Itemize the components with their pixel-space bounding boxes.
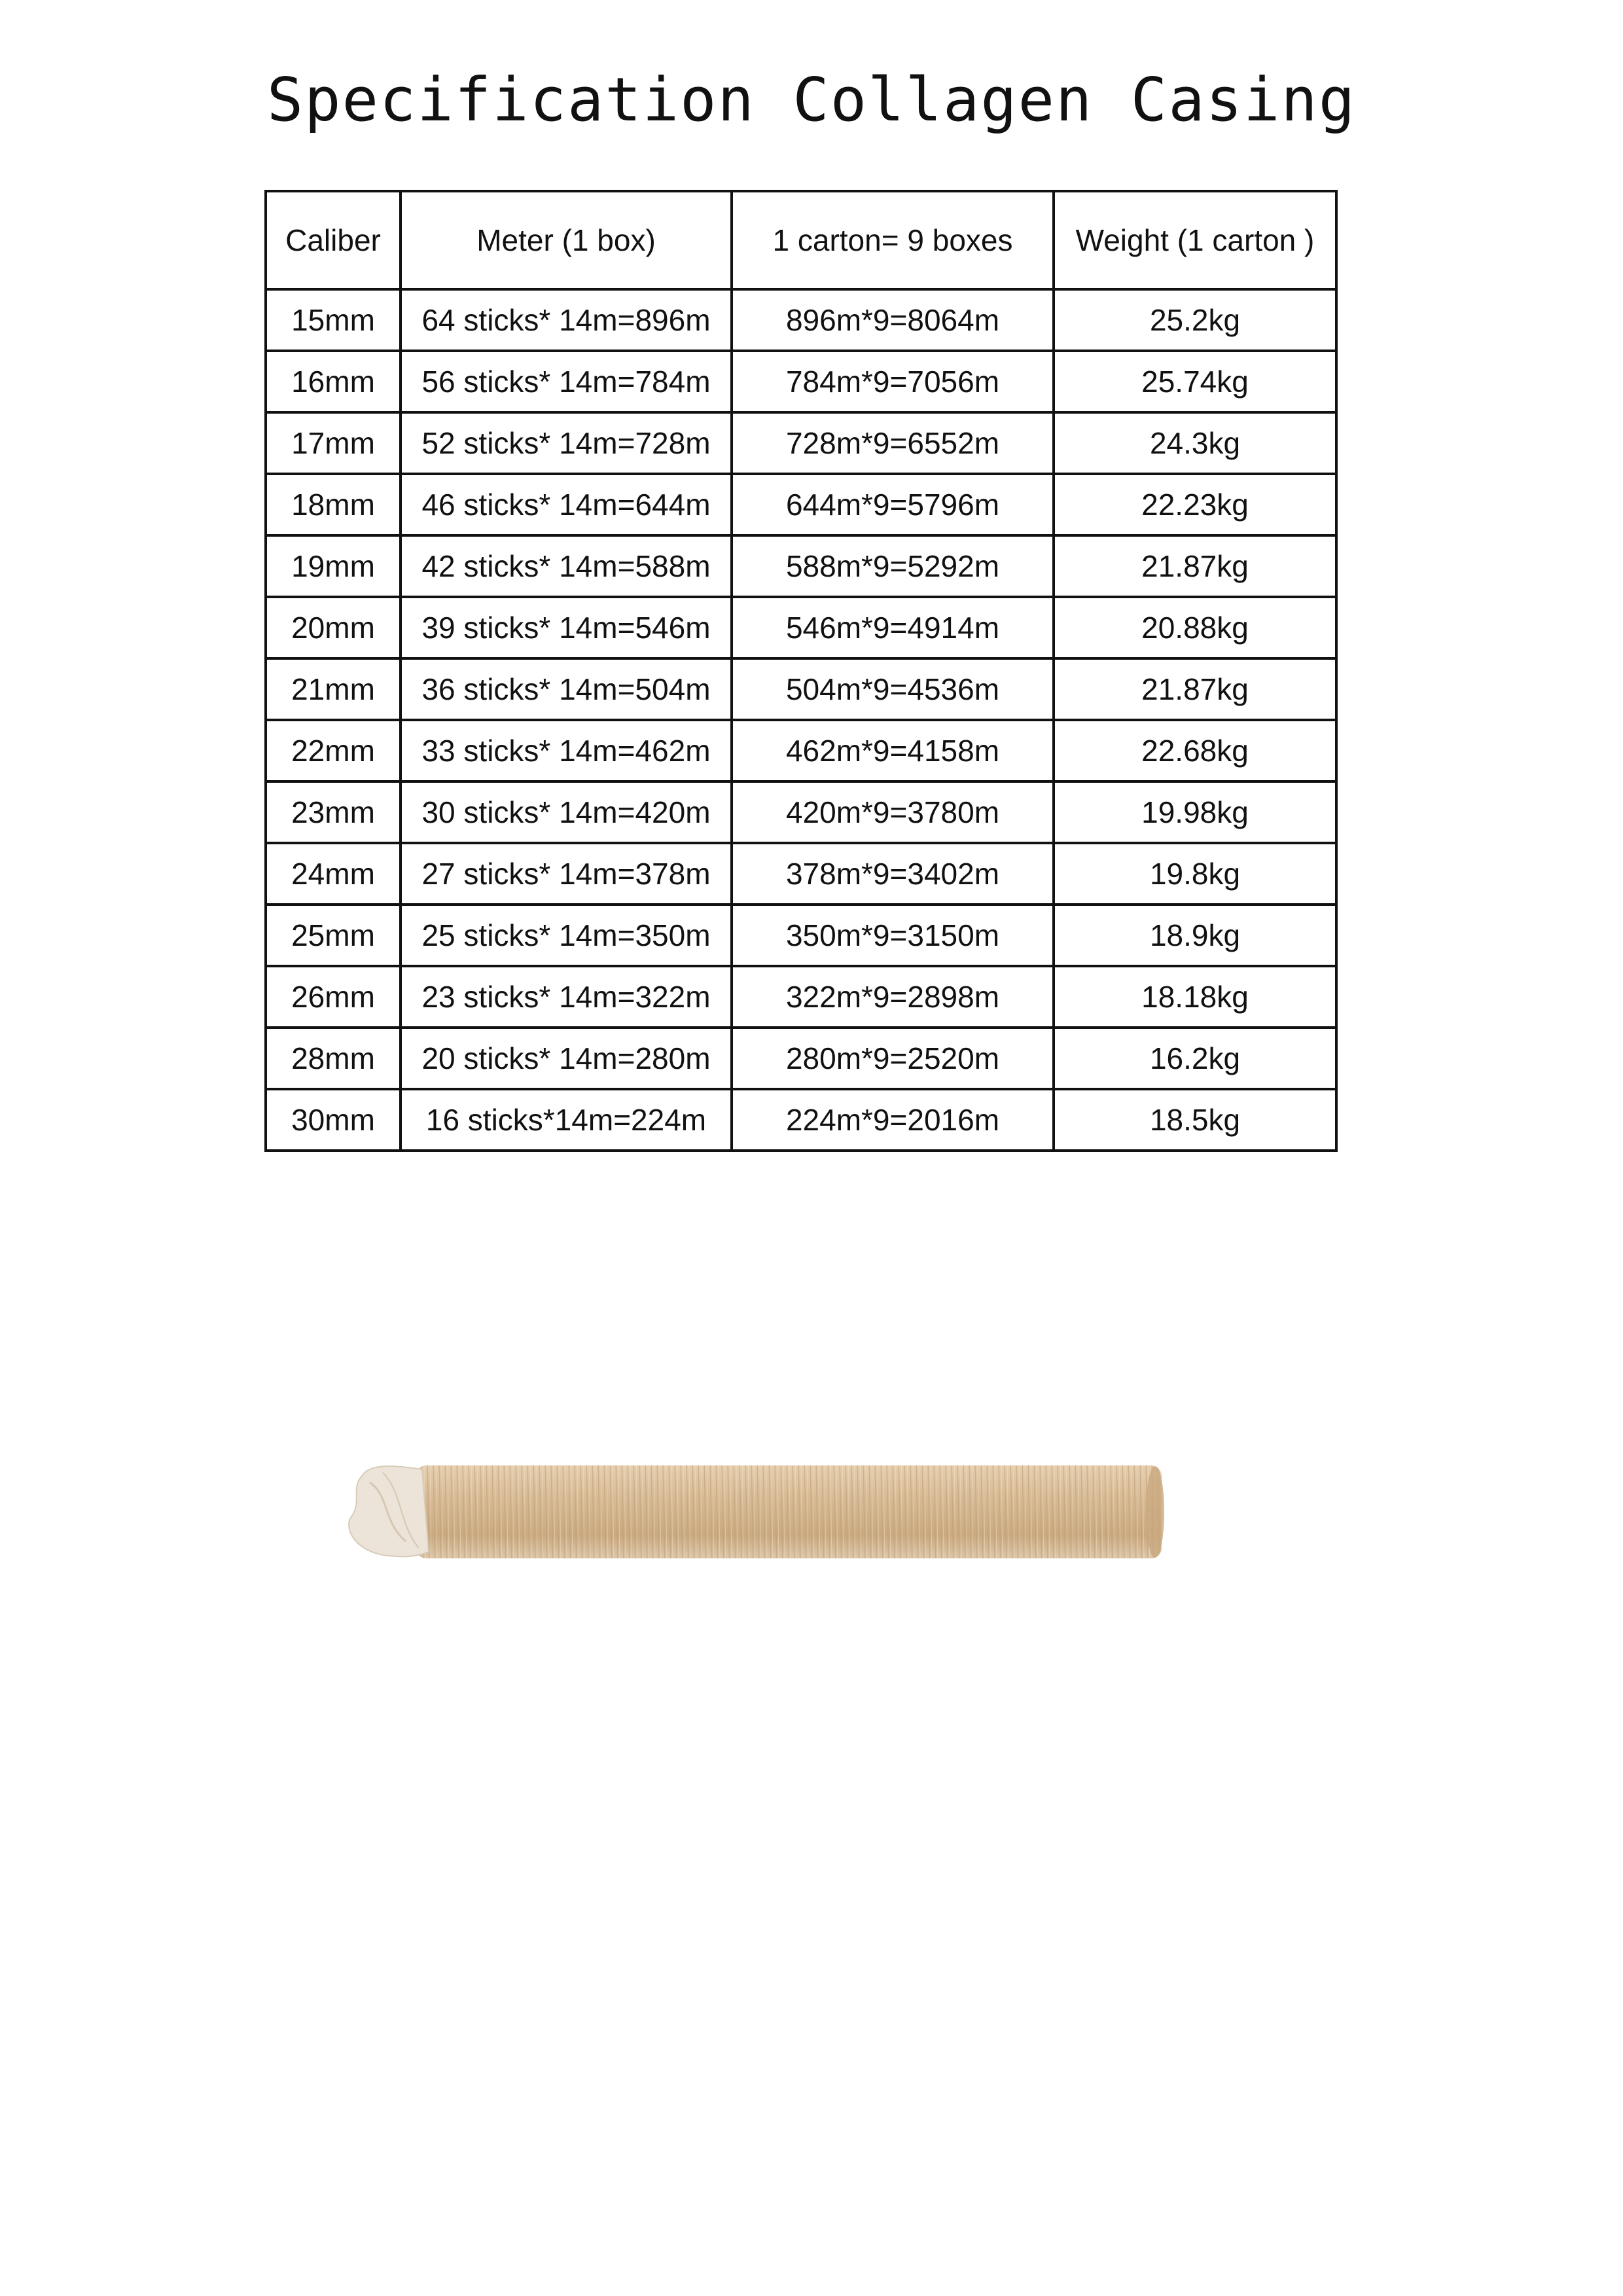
- cell-weight: 22.68kg: [1054, 720, 1336, 781]
- cell-carton: 280m*9=2520m: [732, 1028, 1054, 1089]
- cell-meter: 27 sticks* 14m=378m: [401, 843, 732, 905]
- cell-carton: 462m*9=4158m: [732, 720, 1054, 781]
- cell-meter: 16 sticks*14m=224m: [401, 1089, 732, 1151]
- cell-caliber: 20mm: [266, 597, 401, 658]
- table-row: [266, 1028, 1336, 1089]
- cell-caliber: 24mm: [266, 843, 401, 905]
- table-row: [266, 843, 1336, 905]
- cell-meter: 46 sticks* 14m=644m: [401, 474, 732, 535]
- cell-caliber: 25mm: [266, 905, 401, 966]
- cell-meter: 64 sticks* 14m=896m: [401, 289, 732, 351]
- cell-carton: 224m*9=2016m: [732, 1089, 1054, 1151]
- cell-carton: 322m*9=2898m: [732, 966, 1054, 1028]
- table-row: [266, 351, 1336, 412]
- cell-carton: 504m*9=4536m: [732, 658, 1054, 720]
- cell-carton: 378m*9=3402m: [732, 843, 1054, 905]
- cell-weight: 25.2kg: [1054, 289, 1336, 351]
- cell-weight: 18.9kg: [1054, 905, 1336, 966]
- table-row: [266, 905, 1336, 966]
- table-header-row: [266, 191, 1336, 289]
- header-caliber: Caliber: [266, 191, 401, 289]
- cell-weight: 18.18kg: [1054, 966, 1336, 1028]
- cell-meter: 56 sticks* 14m=784m: [401, 351, 732, 412]
- table-row: [266, 474, 1336, 535]
- cell-meter: 52 sticks* 14m=728m: [401, 412, 732, 474]
- cell-carton: 728m*9=6552m: [732, 412, 1054, 474]
- cell-carton: 784m*9=7056m: [732, 351, 1054, 412]
- cell-carton: 644m*9=5796m: [732, 474, 1054, 535]
- cell-weight: 18.5kg: [1054, 1089, 1336, 1151]
- table-row: [266, 781, 1336, 843]
- cell-weight: 21.87kg: [1054, 658, 1336, 720]
- cell-weight: 16.2kg: [1054, 1028, 1336, 1089]
- table-row: [266, 658, 1336, 720]
- cell-caliber: 26mm: [266, 966, 401, 1028]
- cell-caliber: 17mm: [266, 412, 401, 474]
- cell-caliber: 22mm: [266, 720, 401, 781]
- cell-weight: 19.98kg: [1054, 781, 1336, 843]
- cell-caliber: 15mm: [266, 289, 401, 351]
- cell-carton: 350m*9=3150m: [732, 905, 1054, 966]
- cell-meter: 39 sticks* 14m=546m: [401, 597, 732, 658]
- cell-carton: 896m*9=8064m: [732, 289, 1054, 351]
- casing-right-end: [1146, 1466, 1164, 1558]
- table-row: [266, 720, 1336, 781]
- cell-caliber: 28mm: [266, 1028, 401, 1089]
- cell-caliber: 16mm: [266, 351, 401, 412]
- cell-caliber: 21mm: [266, 658, 401, 720]
- cell-weight: 19.8kg: [1054, 843, 1336, 905]
- table-row: [266, 535, 1336, 597]
- cell-carton: 588m*9=5292m: [732, 535, 1054, 597]
- header-carton: 1 carton= 9 boxes: [732, 191, 1054, 289]
- cell-meter: 42 sticks* 14m=588m: [401, 535, 732, 597]
- cell-meter: 23 sticks* 14m=322m: [401, 966, 732, 1028]
- specification-table: [264, 190, 1338, 1152]
- cell-meter: 33 sticks* 14m=462m: [401, 720, 732, 781]
- table-row: [266, 966, 1336, 1028]
- cell-weight: 25.74kg: [1054, 351, 1336, 412]
- cell-weight: 24.3kg: [1054, 412, 1336, 474]
- table-row: [266, 1089, 1336, 1151]
- cell-meter: 25 sticks* 14m=350m: [401, 905, 732, 966]
- cell-weight: 22.23kg: [1054, 474, 1336, 535]
- casing-rings: [416, 1465, 1162, 1558]
- cell-weight: 20.88kg: [1054, 597, 1336, 658]
- header-meter: Meter (1 box): [401, 191, 732, 289]
- cell-meter: 30 sticks* 14m=420m: [401, 781, 732, 843]
- cell-caliber: 19mm: [266, 535, 401, 597]
- page-title: Specification Collagen Casing: [266, 65, 1357, 135]
- table-row: [266, 597, 1336, 658]
- collagen-casing-stick-icon: [344, 1456, 1168, 1568]
- cell-weight: 21.87kg: [1054, 535, 1336, 597]
- cell-carton: 420m*9=3780m: [732, 781, 1054, 843]
- table-row: [266, 289, 1336, 351]
- cell-caliber: 23mm: [266, 781, 401, 843]
- cell-caliber: 30mm: [266, 1089, 401, 1151]
- cell-caliber: 18mm: [266, 474, 401, 535]
- cell-meter: 20 sticks* 14m=280m: [401, 1028, 732, 1089]
- table-row: [266, 412, 1336, 474]
- cell-carton: 546m*9=4914m: [732, 597, 1054, 658]
- cell-meter: 36 sticks* 14m=504m: [401, 658, 732, 720]
- header-weight: Weight (1 carton ): [1054, 191, 1336, 289]
